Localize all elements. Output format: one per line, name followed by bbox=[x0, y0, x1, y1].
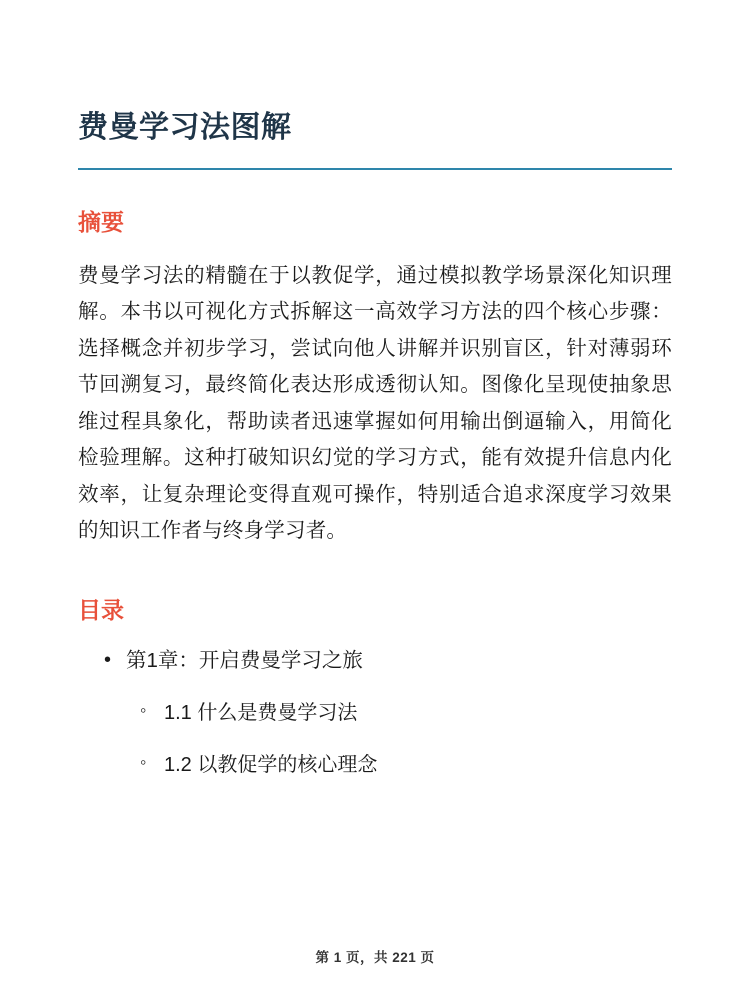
table-of-contents bbox=[78, 646, 672, 781]
toc-section-label: 1.1 什么是费曼学习法 bbox=[164, 702, 358, 725]
abstract-body: 费曼学习法的精髓在于以教促学，通过模拟教学场景深化知识理解。本书以可视化方式拆解这一高效学习方法的四个核心步骤：选择概念并初步学习，尝试向他人讲解并识别盲区，针对薄弱环节回溯复习，最终简化表达形成透彻认知。图像化呈现使抽象思维过程具象化，帮助读者迅速掌握如何用输出倒逼输入，用简化检验理解。这种打破知识幻觉的学习方式，能有效提升信息内化效率，让复杂理论变得直观可操作，特别适合追求深度学习效果的知识工作者与终身学习者。 bbox=[78, 263, 672, 543]
toc-section-item[interactable] bbox=[126, 750, 672, 780]
toc-chapter-label: 第1章：开启费曼学习之旅 bbox=[126, 648, 363, 672]
abstract-heading: 摘要 bbox=[78, 209, 124, 235]
toc-heading: 目录 bbox=[78, 596, 124, 623]
title-divider bbox=[78, 168, 672, 170]
toc-section-label: 1.2 以教促学的核心理念 bbox=[164, 754, 378, 777]
page-title: 费曼学习法图解 bbox=[78, 111, 292, 144]
toc-section-list bbox=[126, 698, 672, 780]
toc-chapter-item[interactable] bbox=[78, 646, 672, 781]
page-footer: 第 1 页，共 221 页 bbox=[315, 950, 435, 965]
toc-section-item[interactable] bbox=[126, 698, 672, 728]
